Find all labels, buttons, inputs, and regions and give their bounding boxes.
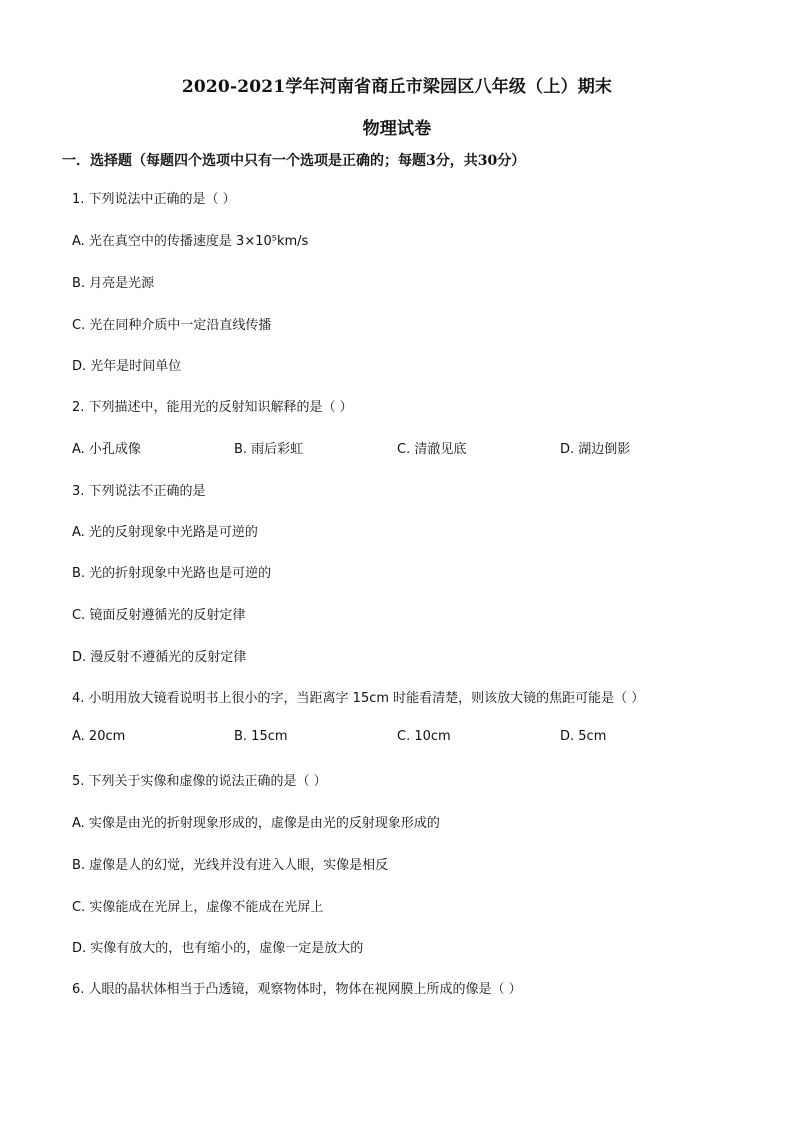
question-2-option-a: A. 小孔成像	[72, 442, 141, 457]
exam-subtitle: 物理试卷	[362, 119, 432, 139]
question-5-option-c: C. 实像能成在光屏上，虚像不能成在光屏上	[72, 900, 324, 915]
question-2-option-b: B. 雨后彩虹	[234, 442, 304, 457]
question-2-option-d: D. 湖边倒影	[560, 442, 631, 457]
question-5-option-b: B. 虚像是人的幻觉，光线并没有进入人眼，实像是相反	[72, 858, 389, 873]
question-3-option-c: C. 镜面反射遵循光的反射定律	[72, 608, 246, 623]
question-2-option-c: C. 清澈见底	[397, 442, 467, 457]
question-4-option-a: A. 20cm	[72, 729, 126, 744]
question-4-option-c: C. 10cm	[397, 729, 451, 744]
question-1-stem: 1. 下列说法中正确的是（ ）	[72, 192, 236, 207]
exam-title: 2020-2021学年河南省商丘市梁园区八年级（上）期末	[181, 77, 613, 97]
question-3-option-d: D. 漫反射不遵循光的反射定律	[72, 650, 247, 665]
question-6-stem: 6. 人眼的晶状体相当于凸透镜，观察物体时，物体在视网膜上所成的像是（ ）	[72, 982, 522, 997]
question-1-option-b: B. 月亮是光源	[72, 276, 155, 291]
question-4-stem: 4. 小明用放大镜看说明书上很小的字，当距离字 15cm 时能看清楚，则该放大镜的焦距可能是（ ）	[72, 691, 645, 706]
question-3-option-b: B. 光的折射现象中光路也是可逆的	[72, 566, 272, 581]
question-2-stem: 2. 下列描述中，能用光的反射知识解释的是（ ）	[72, 400, 353, 415]
question-4-option-d: D. 5cm	[560, 729, 607, 744]
question-5-stem: 5. 下列关于实像和虚像的说法正确的是（ ）	[72, 774, 327, 789]
question-5-option-d: D. 实像有放大的，也有缩小的，虚像一定是放大的	[72, 941, 364, 956]
question-3-option-a: A. 光的反射现象中光路是可逆的	[72, 525, 258, 540]
question-5-option-a: A. 实像是由光的折射现象形成的，虚像是由光的反射现象形成的	[72, 816, 440, 831]
section-heading: 一．选择题（每题四个选项中只有一个选项是正确的；每题3分，共30分）	[62, 153, 526, 169]
question-4-option-b: B. 15cm	[234, 729, 288, 744]
question-1-option-c: C. 光在同种介质中一定沿直线传播	[72, 318, 272, 333]
question-1-option-d: D. 光年是时间单位	[72, 359, 182, 374]
question-1-option-a: A. 光在真空中的传播速度是 3×10⁵km/s	[72, 234, 309, 249]
question-3-stem: 3. 下列说法不正确的是	[72, 484, 206, 499]
